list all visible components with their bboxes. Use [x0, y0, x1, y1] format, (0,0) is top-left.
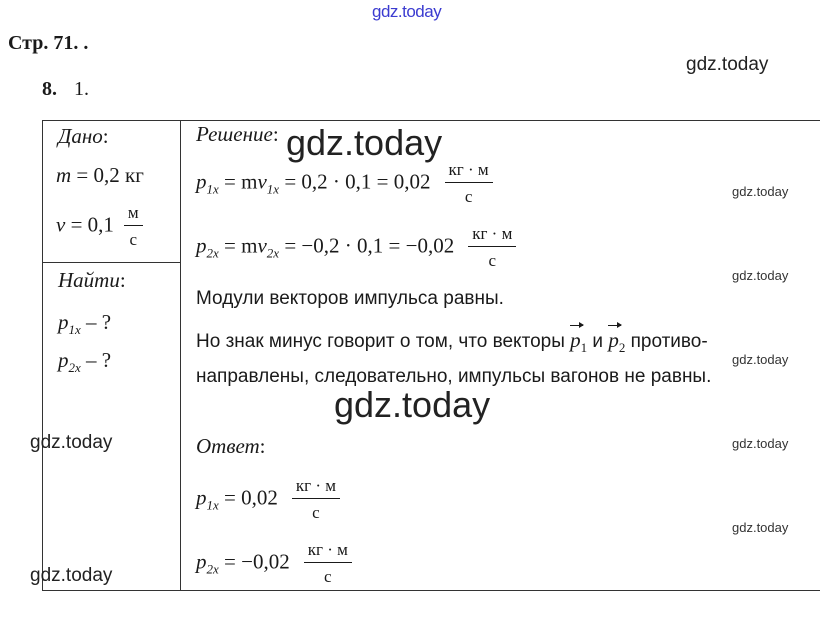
solution-text-2: Но знак минус говорит о том, что векторы $p_1$ и $p_2$ противо- [196, 328, 708, 356]
watermark-left-2: gdz.today [30, 565, 113, 586]
watermark-large-1: gdz.today [286, 122, 443, 163]
answer-p1x: $p_{1x} = 0,02$ $\frac{кг \cdot м}{с}$ [196, 476, 340, 523]
given-title: Дано: [58, 124, 109, 148]
given-find-divider [42, 262, 181, 263]
equation-p1x: $p_{1x} = mv_{1x} = 0,2 \cdot 0,1 = 0,02$ $\frac{кг \cdot м}{с}$ [196, 160, 493, 207]
velocity-unit: $\frac{м}{с}$ [124, 203, 143, 250]
solution-text-3: направлены, следовательно, импульсы вагонов не равны. [196, 366, 712, 387]
solution-title: Решение: [196, 122, 279, 146]
given-mass: m = 0,2 кг [56, 163, 144, 187]
task-subnumber: 1. [74, 78, 89, 100]
solution-text-1: Модули векторов импульса равны. [196, 288, 504, 309]
watermark-small-1: gdz.today [732, 184, 789, 199]
find-item-p1x: $p_{1x}$ – ? [58, 310, 112, 338]
page-heading: Стр. 71. . [8, 32, 89, 54]
vector-p2: p [608, 328, 619, 352]
watermark-small-3: gdz.today [732, 352, 789, 367]
answer-p1x-unit: $\frac{кг \cdot м}{с}$ [292, 476, 340, 523]
watermark-large-2: gdz.today [334, 384, 491, 425]
answer-p2x-unit: $\frac{кг \cdot м}{с}$ [304, 540, 352, 587]
answer-p2x: $p_{2x} = -0,02$ $\frac{кг \cdot м}{с}$ [196, 540, 352, 587]
equation-p1x-unit: $\frac{кг \cdot м}{с}$ [445, 160, 493, 207]
vector-p1: p [570, 328, 581, 352]
given-velocity: v = 0,1 $\frac{м}{с}$ [56, 203, 143, 250]
table-top-border [42, 120, 820, 121]
table-left-border [42, 120, 43, 591]
equation-p2x: $p_{2x} = mv_{2x} = -0,2 \cdot 0,1 = -0,02$ $\frac{кг \cdot м}{с}$ [196, 224, 516, 271]
answer-title: Ответ: [196, 434, 266, 458]
watermark-small-4: gdz.today [732, 436, 789, 451]
table-bottom-border [42, 590, 820, 591]
equation-p2x-unit: $\frac{кг \cdot м}{с}$ [468, 224, 516, 271]
watermark-header-right: gdz.today [686, 54, 769, 75]
watermark-left-1: gdz.today [30, 432, 113, 453]
watermark-small-5: gdz.today [732, 520, 789, 535]
find-item-p2x: $p_{2x}$ – ? [58, 348, 112, 376]
task-label [42, 78, 89, 101]
task-number: 8. [42, 78, 57, 100]
find-title: Найти: [58, 268, 126, 292]
watermark-top: gdz.today [372, 2, 442, 21]
watermark-small-2: gdz.today [732, 268, 789, 283]
table-column-divider [180, 120, 181, 591]
